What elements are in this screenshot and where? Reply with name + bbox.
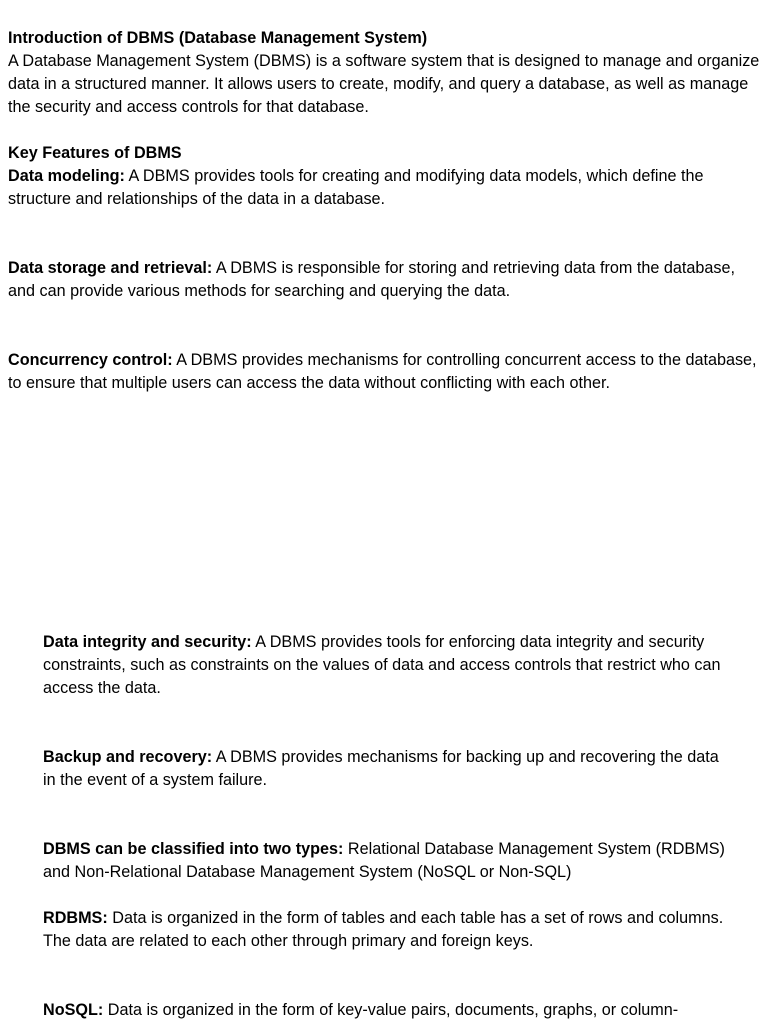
dbms-types-paragraph bbox=[43, 838, 733, 884]
intro-paragraph: A Database Management System (DBMS) is a software system that is designed to manage and organize data in a structured manner. It allows users to create, modify, and query a database, as well as manage the security and access controls for that database. bbox=[8, 52, 760, 116]
nosql-paragraph bbox=[43, 999, 733, 1022]
feature-description: A DBMS provides tools for creating and modifying data models, which define the structure and relationships of the data in a database. bbox=[8, 167, 704, 208]
feature-term: RDBMS: bbox=[43, 909, 108, 927]
document-title bbox=[8, 27, 763, 50]
feature-term: Data storage and retrieval: bbox=[8, 259, 213, 277]
key-features-heading bbox=[8, 142, 763, 165]
feature-description: Relational Database Management System (RDBMS) and Non-Relational Database Management System (NoSQL or Non-SQL) bbox=[43, 840, 725, 881]
feature-description: Data is organized in the form of key-value pairs, documents, graphs, or column- bbox=[103, 1001, 679, 1019]
feature-data-storage bbox=[8, 257, 763, 303]
feature-backup-recovery bbox=[43, 746, 733, 792]
feature-description: A DBMS provides tools for enforcing data integrity and security constraints, such as constraints on the values of data and access controls that restrict who can access the data. bbox=[43, 633, 721, 697]
feature-description: Data is organized in the form of tables and each table has a set of rows and columns. The data are related to each other through primary and foreign keys. bbox=[43, 909, 724, 950]
feature-term: Backup and recovery: bbox=[43, 748, 213, 766]
feature-description: A DBMS provides mechanisms for controlling concurrent access to the database, to ensure that multiple users can access the data without conflicting with each other. bbox=[8, 351, 757, 392]
feature-data-integrity bbox=[43, 631, 733, 700]
feature-term: Concurrency control: bbox=[8, 351, 173, 369]
feature-term: Data modeling: bbox=[8, 167, 125, 185]
key-features-heading-text: Key Features of DBMS bbox=[8, 144, 182, 162]
feature-description: A DBMS provides mechanisms for backing up and recovering the data in the event of a system failure. bbox=[43, 748, 719, 789]
feature-data-modeling bbox=[8, 165, 763, 211]
feature-concurrency-control bbox=[8, 349, 763, 395]
document-title-text: Introduction of DBMS (Database Management System) bbox=[8, 29, 428, 47]
feature-description: A DBMS is responsible for storing and retrieving data from the database, and can provide various methods for searching and querying the data. bbox=[8, 259, 735, 300]
rdbms-paragraph bbox=[43, 907, 733, 953]
feature-term: Data integrity and security: bbox=[43, 633, 252, 651]
feature-term: DBMS can be classified into two types: bbox=[43, 840, 344, 858]
feature-term: NoSQL: bbox=[43, 1001, 104, 1019]
